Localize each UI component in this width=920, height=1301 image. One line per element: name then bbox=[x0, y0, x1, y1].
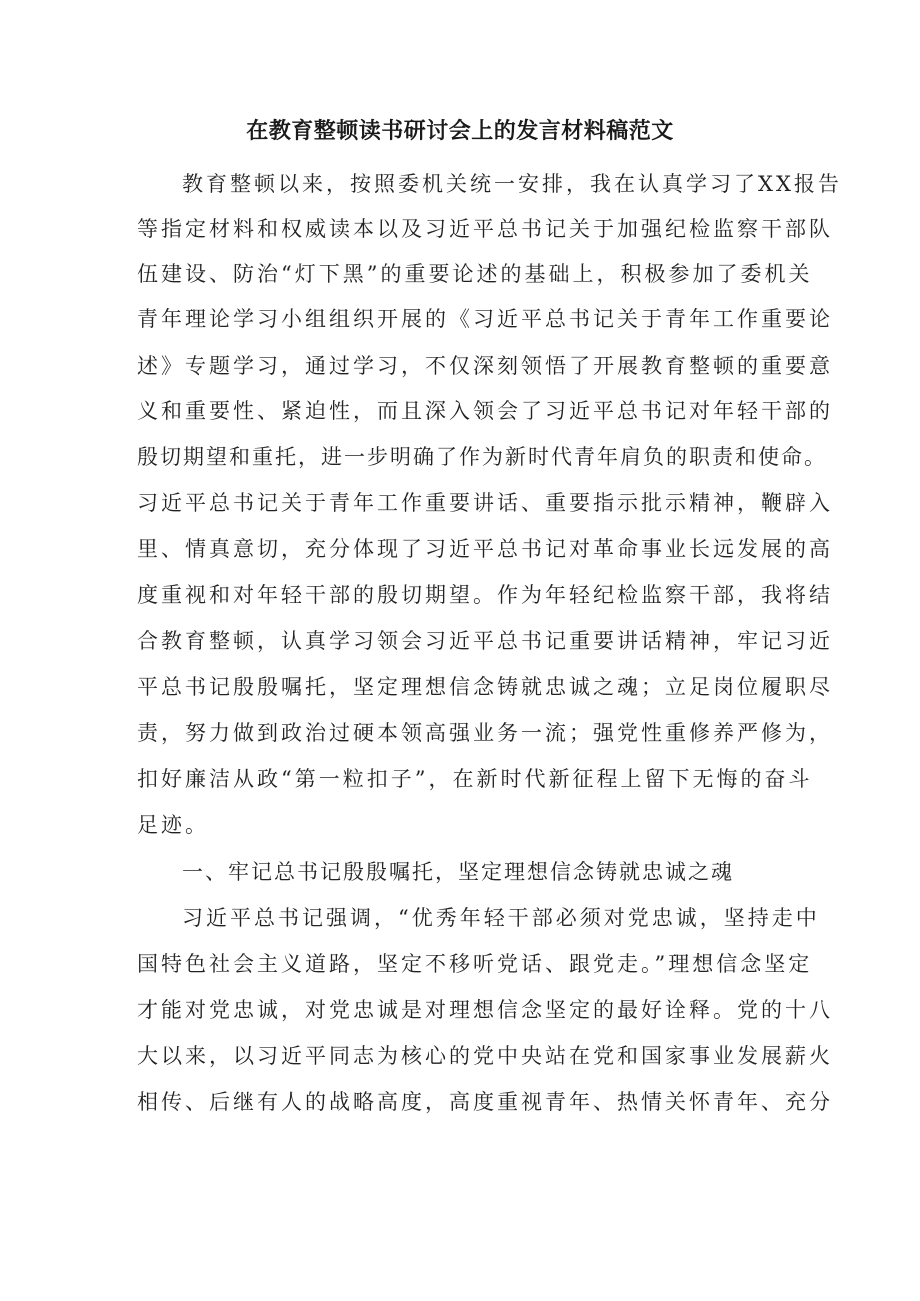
paragraph-line: 习近平总书记关于青年工作重要讲话、重要指示批示精神，鞭辟入 bbox=[137, 491, 833, 515]
paragraph-line: 述》专题学习，通过学习，不仅深刻领悟了开展教育整顿的重要意 bbox=[137, 354, 833, 378]
paragraph-line: 大以来，以习近平同志为核心的党中央站在党和国家事业发展薪火 bbox=[137, 1044, 833, 1068]
paragraph-line: 殷切期望和重托，进一步明确了作为新时代青年肩负的职责和使命。 bbox=[137, 445, 827, 469]
paragraph-line: 平总书记殷殷嘱托，坚定理想信念铸就忠诚之魂；立足岗位履职尽 bbox=[137, 675, 833, 699]
paragraph-line: 义和重要性、紧迫性，而且深入领会了习近平总书记对年轻干部的 bbox=[137, 399, 833, 423]
paragraph-line: 足迹。 bbox=[137, 813, 209, 837]
paragraph-line: 相传、后继有人的战略高度，高度重视青年、热情关怀青年、充分 bbox=[137, 1090, 833, 1114]
paragraph-line: 合教育整顿，认真学习领会习近平总书记重要讲话精神，牢记习近 bbox=[137, 629, 833, 653]
paragraph-line: 里、情真意切，充分体现了习近平总书记对革命事业长远发展的高 bbox=[137, 537, 833, 561]
paragraph-line: 国特色社会主义道路，坚定不移听党话、跟党走。”理想信念坚定 bbox=[137, 952, 813, 976]
section-heading: 一、牢记总书记殷殷嘱托，坚定理想信念铸就忠诚之魂 bbox=[182, 860, 734, 884]
paragraph-line: 度重视和对年轻干部的殷切期望。作为年轻纪检监察干部，我将结 bbox=[137, 583, 833, 607]
paragraph-line: 等指定材料和权威读本以及习近平总书记关于加强纪检监察干部队 bbox=[137, 217, 833, 241]
paragraph-line: 扣好廉洁从政“第一粒扣子”，在新时代新征程上留下无悔的奋斗 bbox=[137, 767, 813, 791]
paragraph-line: 才能对党忠诚，对党忠诚是对理想信念坚定的最好诠释。党的十八 bbox=[137, 998, 833, 1022]
paragraph-line: 习近平总书记强调，“优秀年轻干部必须对党忠诚，坚持走中 bbox=[182, 906, 820, 930]
paragraph-line: 伍建设、防治“灯下黑”的重要论述的基础上，积极参加了委机关 bbox=[137, 262, 813, 286]
document-title: 在教育整顿读书研讨会上的发言材料稿范文 bbox=[246, 119, 674, 144]
paragraph-line: 责，努力做到政治过硬本领高强业务一流；强党性重修养严修为， bbox=[137, 721, 833, 745]
paragraph-line: 青年理论学习小组组织开展的《习近平总书记关于青年工作重要论 bbox=[137, 307, 833, 331]
paragraph-line: 教育整顿以来，按照委机关统一安排，我在认真学习了XX报告 bbox=[182, 172, 842, 196]
